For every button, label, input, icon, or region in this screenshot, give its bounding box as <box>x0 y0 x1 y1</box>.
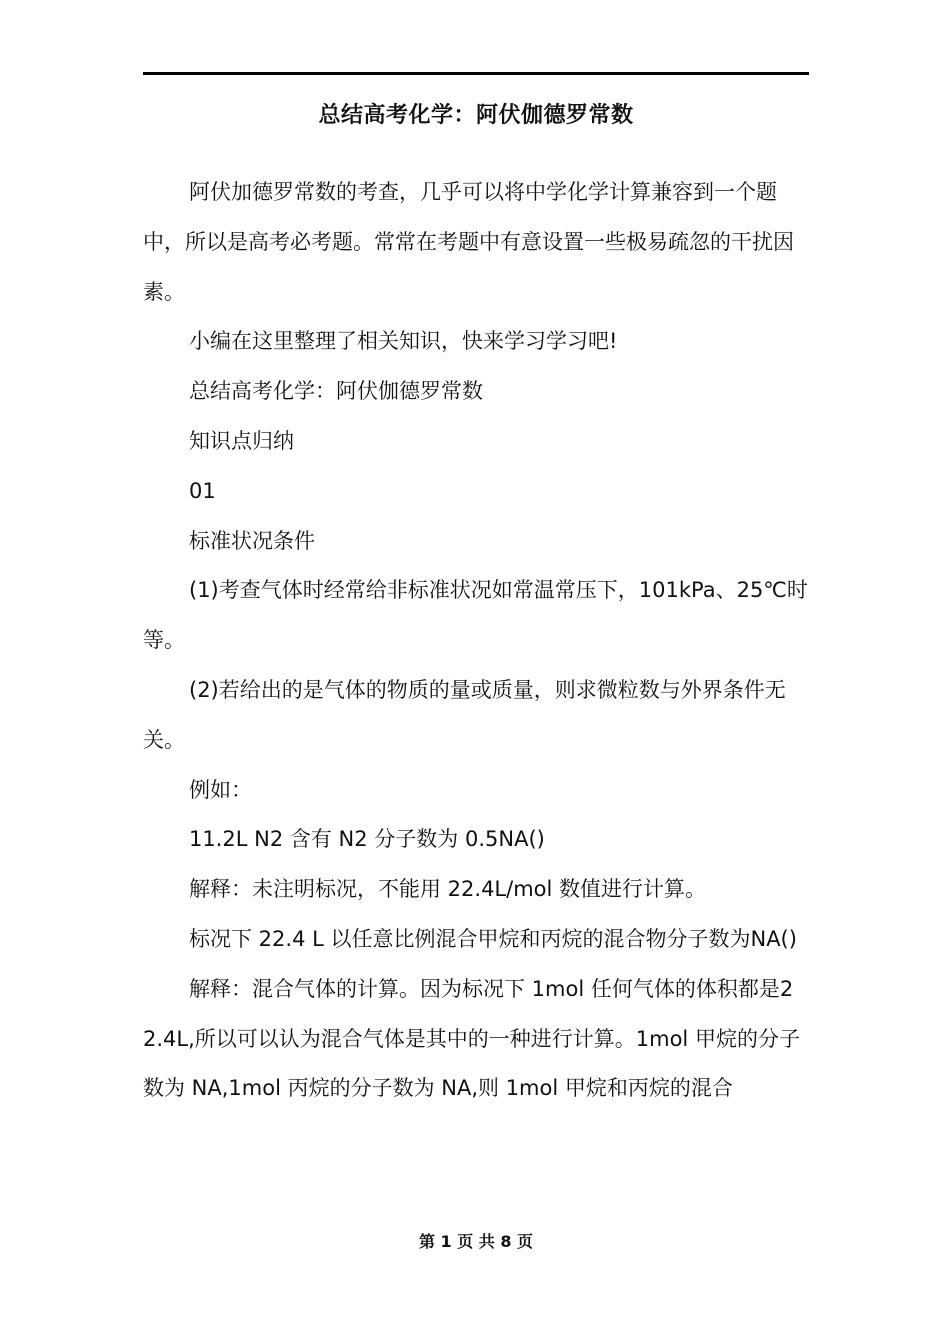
paragraph-point-1: (1)考查气体时经常给非标准状况如常温常压下，101kPa、25℃时等。 <box>143 578 808 653</box>
paragraph-example-label: 例如： <box>189 777 252 802</box>
page-footer: 第 1 页 共 8 页 <box>418 1232 534 1251</box>
paragraph-editor-note: 小编在这里整理了相关知识，快来学习学习吧! <box>189 329 618 354</box>
paragraph-knowledge-heading: 知识点归纳 <box>189 428 294 453</box>
paragraph-example-1: 11.2L N2 含有 N2 分子数为 0.5NA() <box>189 827 545 852</box>
document-body <box>143 168 809 1114</box>
paragraph-example-2: 标况下 22.4 L 以任意比例混合甲烷和丙烷的混合物分子数为NA() <box>189 926 797 951</box>
paragraph-explanation-1: 解释：未注明标况，不能用 22.4L/mol 数值进行计算。 <box>189 877 707 902</box>
paragraph-section-number: 01 <box>189 478 216 503</box>
paragraph-section-title: 标准状况条件 <box>189 528 315 553</box>
header-rule <box>143 72 809 75</box>
paragraph-subtitle: 总结高考化学：阿伏伽德罗常数 <box>189 379 483 404</box>
paragraph-explanation-2: 解释：混合气体的计算。因为标况下 1mol 任何气体的体积都是22.4L,所以可以认为混合气体是其中的一种进行计算。1mol 甲烷的分子数为 NA,1mol 丙烷的分子数为 NA,则 1mol 甲烷和丙烷的混合 <box>143 976 800 1101</box>
paragraph-intro: 阿伏加德罗常数的考查，几乎可以将中学化学计算兼容到一个题中，所以是高考必考题。常常在考题中有意设置一些极易疏忽的干扰因素。 <box>143 180 794 304</box>
paragraph-point-2: (2)若给出的是气体的物质的量或质量，则求微粒数与外界条件无关。 <box>143 677 786 752</box>
document-title: 总结高考化学：阿伏伽德罗常数 <box>318 103 634 128</box>
